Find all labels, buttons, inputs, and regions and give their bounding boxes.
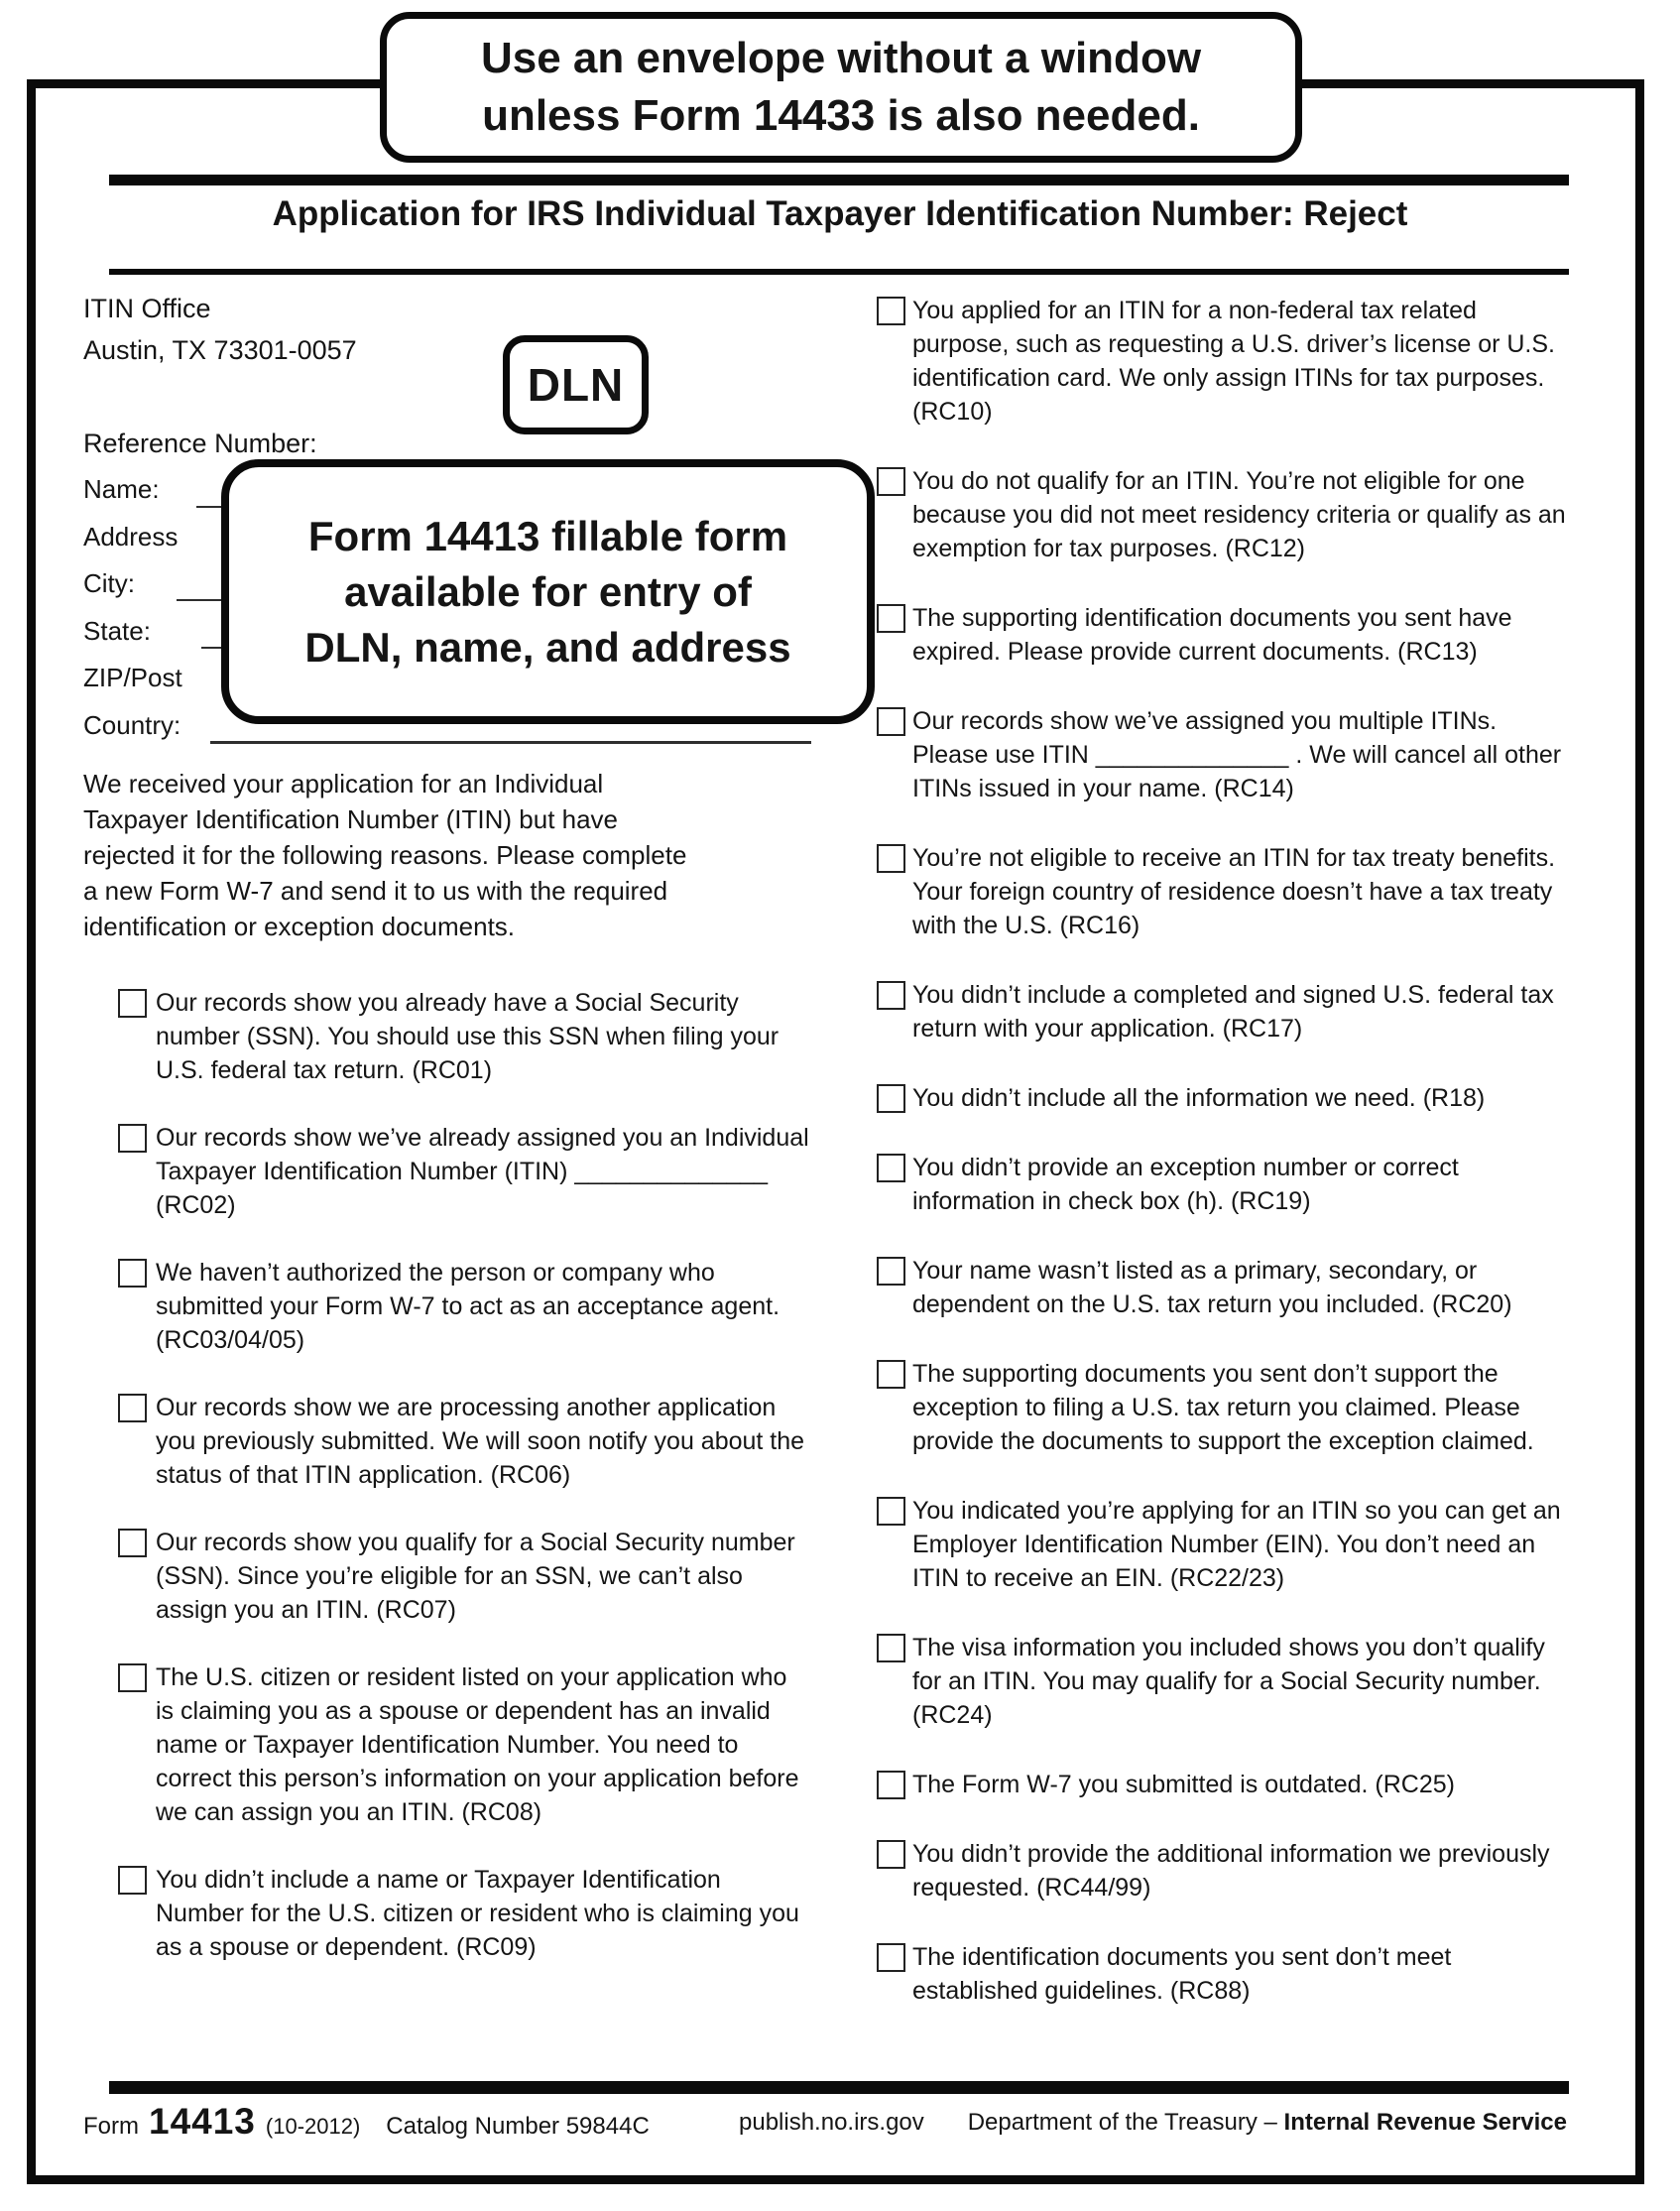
reason-checkbox[interactable] [118, 1529, 147, 1557]
left-column [83, 766, 817, 1998]
reject-reason-item [83, 1863, 810, 1964]
note-line3: DLN, name, and address [304, 623, 791, 671]
divider-under-title [109, 269, 1569, 275]
reason-checkbox[interactable] [118, 1259, 147, 1288]
reason-checkbox[interactable] [118, 1124, 147, 1153]
reject-reason-item [863, 978, 1567, 1045]
address-field-label: Country: [83, 709, 181, 740]
reason-checkbox[interactable] [877, 467, 905, 496]
reject-reason-item [863, 841, 1567, 942]
reject-reason-item [863, 1837, 1567, 1904]
reason-text: Our records show you qualify for a Social Security number (SSN). Since you’re eligible for an SSN, we can’t also assign you an ITIN. (RC07) [156, 1529, 795, 1624]
reason-text: You didn’t include all the information we need. (R18) [912, 1084, 1486, 1112]
reason-checkbox[interactable] [118, 1866, 147, 1895]
reason-text: The identification documents you sent don’t meet established guidelines. (RC88) [912, 1943, 1452, 2005]
reason-text: Our records show you already have a Social Security number (SSN). You should use this SSN when filing your U.S. federal tax return. (RC01) [156, 989, 780, 1084]
reason-text: You’re not eligible to receive an ITIN for tax treaty benefits. Your foreign country of residence doesn’t have a tax treaty with the U.S. (RC16) [912, 844, 1556, 939]
footer-agency: Internal Revenue Service [1283, 2109, 1567, 2136]
reason-text: Our records show we’ve assigned you multiple ITINs. Please use ITIN ______________ . We will cancel all other ITINs issued in your name. (RC14) [912, 707, 1562, 802]
reason-checkbox[interactable] [877, 707, 905, 736]
reason-checkbox[interactable] [877, 1840, 905, 1869]
reason-checkbox[interactable] [877, 1634, 905, 1662]
country-entry-line[interactable] [210, 741, 811, 744]
footer-form-number: 14413 [149, 2101, 256, 2142]
reject-reason-item [83, 1121, 810, 1222]
reject-reason-item [863, 1081, 1567, 1115]
reference-number-label: Reference Number: [83, 429, 317, 458]
reason-text: The visa information you included shows you don’t qualify for an ITIN. You may qualify for a Social Security number. (RC24) [912, 1634, 1545, 1729]
reject-reason-item [863, 1768, 1567, 1801]
reject-reasons-right [863, 294, 1577, 2008]
address-field-row [83, 466, 182, 514]
reason-checkbox[interactable] [877, 604, 905, 633]
reject-reason-item [863, 1940, 1567, 2008]
reason-checkbox[interactable] [877, 1084, 905, 1113]
address-field-row [83, 608, 182, 656]
reason-text: The supporting identification documents you sent have expired. Please provide current documents. (RC13) [912, 604, 1512, 666]
reason-checkbox[interactable] [877, 1943, 905, 1972]
reject-reason-item [83, 1526, 810, 1627]
reason-checkbox[interactable] [877, 1257, 905, 1286]
reason-text: You didn’t provide the additional information we previously requested. (RC44/99) [912, 1840, 1550, 1902]
reason-text: Your name wasn’t listed as a primary, secondary, or dependent on the U.S. tax return you included. (RC20) [912, 1257, 1512, 1318]
envelope-instruction-banner [380, 12, 1302, 163]
reject-reason-item [83, 1391, 810, 1492]
office-name: ITIN Office [83, 294, 211, 323]
address-field-row [83, 702, 182, 750]
reason-checkbox[interactable] [118, 1663, 147, 1692]
dln-label: DLN [527, 359, 625, 411]
office-address [83, 288, 357, 371]
reject-reason-item [863, 1631, 1567, 1732]
footer-department [968, 2109, 1567, 2137]
reason-text: You indicated you’re applying for an ITIN so you can get an Employer Identification Number (EIN). You don’t need an ITIN to receive an EIN. (RC22/23) [912, 1497, 1561, 1592]
reason-text: You applied for an ITIN for a non-federal tax related purpose, such as requesting a U.S. driver’s license or U.S. identification card. We only assign ITINs for tax purposes. (RC10) [912, 297, 1555, 426]
city-entry-line[interactable] [177, 599, 222, 601]
reason-text: You didn’t include a completed and signed U.S. federal tax return with your application. (RC17) [912, 981, 1554, 1043]
reject-reason-item [863, 704, 1567, 805]
fillable-form-note [221, 459, 875, 724]
reason-text: The Form W-7 you submitted is outdated. (RC25) [912, 1771, 1455, 1798]
divider-top [109, 175, 1569, 185]
reject-reason-item [83, 1660, 810, 1829]
right-column [863, 294, 1577, 2043]
reason-text: You didn’t provide an exception number or correct information in check box (h). (RC19) [912, 1154, 1459, 1215]
address-field-row [83, 560, 182, 608]
address-field-label: City: [83, 568, 135, 599]
reject-reason-item [863, 294, 1567, 429]
footer-form-info [83, 2101, 650, 2143]
footer-form-label: Form [83, 2113, 139, 2140]
reject-reason-item [863, 464, 1567, 565]
reason-text: You do not qualify for an ITIN. You’re not eligible for one because you did not meet residency criteria or qualify as an exemption for tax purposes. (RC12) [912, 467, 1566, 562]
address-field-row [83, 655, 182, 702]
reject-reason-item [83, 986, 810, 1087]
reject-reason-item [863, 1151, 1567, 1218]
address-field-label: Name: [83, 474, 160, 505]
dln-box [503, 335, 649, 434]
reject-reason-item [863, 1357, 1567, 1458]
reason-text: You didn’t include a name or Taxpayer Identification Number for the U.S. citizen or resident who is claiming you as a spouse or dependent. (RC09) [156, 1866, 799, 1961]
reason-text: The supporting documents you sent don’t support the exception to filing a U.S. tax return you claimed. Please provide the documents to support the exception claimed. [912, 1360, 1534, 1455]
reject-reason-item [863, 1254, 1567, 1321]
reason-text: Our records show we are processing another application you previously submitted. We will soon notify you about the status of that ITIN application. (RC06) [156, 1394, 805, 1489]
footer-catalog-number: Catalog Number 59844C [386, 2113, 650, 2140]
intro-paragraph: We received your application for an Individual Taxpayer Identification Number (ITIN) but have rejected it for the following reasons. Please complete a new Form W-7 and send it to us with the required identification or exception documents. [83, 769, 687, 941]
reject-reason-item [863, 1494, 1567, 1595]
address-fields [83, 466, 182, 749]
reject-reason-item [83, 1256, 810, 1357]
reason-checkbox[interactable] [118, 1394, 147, 1422]
reason-checkbox[interactable] [877, 981, 905, 1010]
reason-checkbox[interactable] [118, 989, 147, 1018]
reason-checkbox[interactable] [877, 1360, 905, 1389]
footer-revision: (10-2012) [265, 2114, 361, 2139]
reason-checkbox[interactable] [877, 844, 905, 873]
address-field-label: ZIP/Post [83, 663, 182, 693]
footer-website: publish.no.irs.gov [739, 2109, 924, 2136]
reason-checkbox[interactable] [877, 297, 905, 325]
reason-text: The U.S. citizen or resident listed on your application who is claiming you as a spouse or dependent has an invalid name or Taxpayer Identification Number. You need to correct this person’s information on your application before we can assign you an ITIN. (RC08) [156, 1663, 799, 1826]
reject-reason-item [863, 601, 1567, 669]
state-entry-line[interactable] [201, 647, 223, 649]
banner-line1: Use an envelope without a window [480, 34, 1202, 82]
banner-line2: unless Form 14433 is also needed. [482, 91, 1200, 140]
footer-department-text: Department of the Treasury – [967, 2109, 1277, 2136]
reason-text: Our records show we’ve already assigned you an Individual Taxpayer Identification Number (ITIN) ______________ (RC02) [156, 1124, 809, 1219]
reason-text: We haven’t authorized the person or company who submitted your Form W-7 to act as an acceptance agent. (RC03/04/05) [156, 1259, 780, 1354]
reason-checkbox[interactable] [877, 1154, 905, 1182]
reject-reasons-left [83, 986, 817, 1964]
divider-footer [109, 2081, 1569, 2094]
reason-checkbox[interactable] [877, 1497, 905, 1526]
address-field-label: State: [83, 615, 151, 646]
reason-checkbox[interactable] [877, 1771, 905, 1799]
note-line2: available for entry of [344, 567, 752, 615]
address-field-label: Address [83, 521, 179, 552]
note-line1: Form 14413 fillable form [307, 512, 788, 559]
name-entry-line[interactable] [196, 506, 222, 508]
office-city: Austin, TX 73301-0057 [83, 335, 357, 365]
address-field-row [83, 514, 182, 561]
page-title: Application for IRS Individual Taxpayer Identification Number: Reject [272, 194, 1408, 233]
